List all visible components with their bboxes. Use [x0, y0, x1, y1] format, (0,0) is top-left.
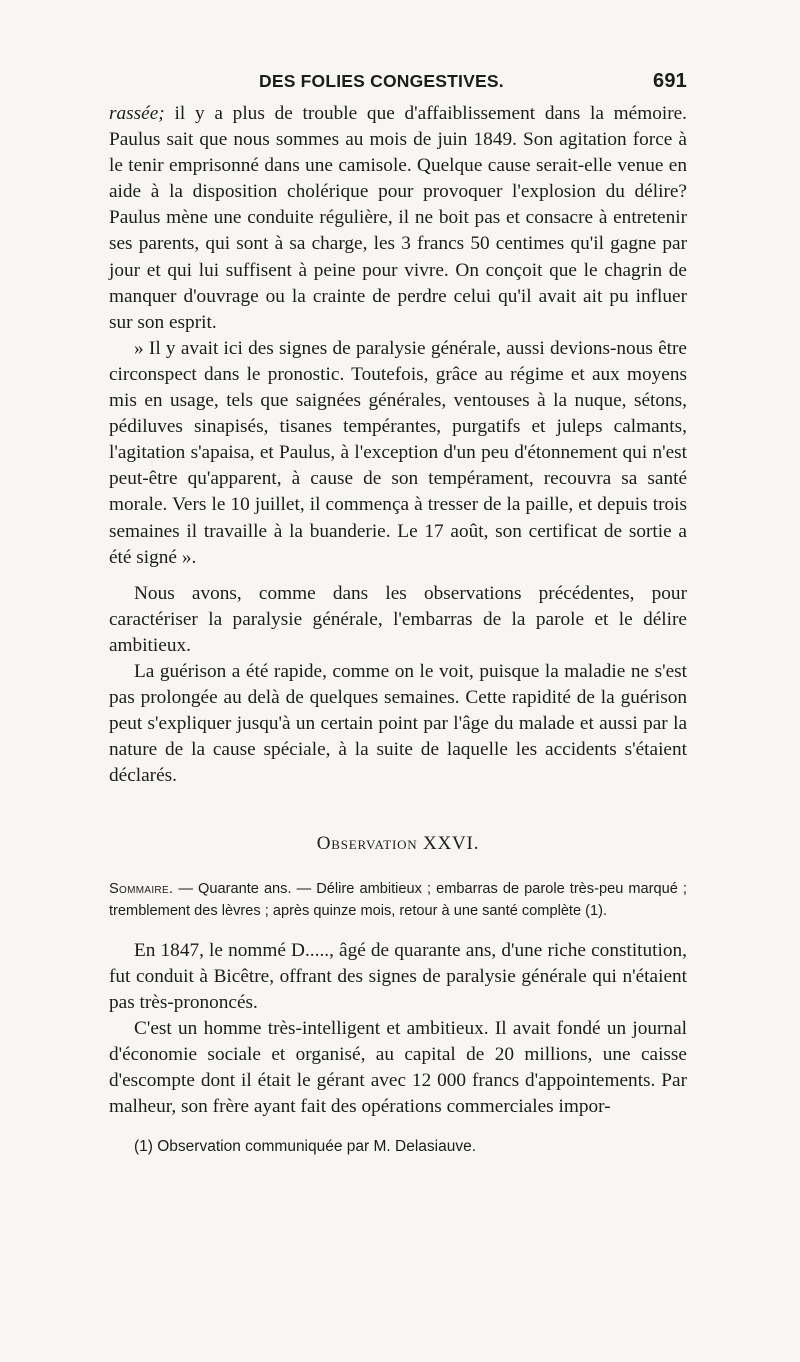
page-number: 691 [653, 70, 687, 92]
summary-label: Sommaire. [109, 880, 174, 897]
paragraph-1-text: il y a plus de trouble que d'affaiblissement dans la mémoire. Paulus sait que nous sommes au mois de juin 1849. Son agitation force à le tenir emprisonné dans une camisole. Quelque cause serait-elle venue en aide à la disposition cholérique pour provoquer l'explosion du délire? Paulus mène une conduite régulière, il ne boit pas et consacre à entretenir ses parents, qui sont à sa charge, les 3 francs 50 centimes qu'il gagne par jour et qui lui suffisent à peine pour vivre. On conçoit que le chagrin de manquer d'ouvrage ou la crainte de perdre celui qu'il avait ait pu influer sur son esprit. [109, 103, 687, 333]
observation-summary [109, 878, 687, 922]
main-text [109, 101, 687, 1160]
paragraph-4: La guérison a été rapide, comme on le voit, puisque la maladie ne s'est pas prolongée au delà de quelques semaines. Cette rapidité de la guérison peut s'expliquer jusqu'à un certain point par l'âge du malade et aussi par la nature de la cause spéciale, à la suite de laquelle les accidents s'étaient déclarés. [109, 660, 687, 787]
paragraph-1 [109, 101, 687, 336]
chapter-title: DES FOLIES CONGESTIVES. [259, 71, 504, 91]
paragraph-1-italic: rassée; [109, 103, 165, 124]
summary-text: — Quarante ans. — Délire ambitieux ; embarras de parole très-peu marqué ; tremblement des lèvres ; après quinze mois, retour à une santé complète (1). [109, 880, 687, 919]
paragraph-6: C'est un homme très-intelligent et ambitieux. Il avait fondé un journal d'économie sociale et organisé, au capital de 20 millions, une caisse d'escompte dont il était le gérant avec 12 000 francs d'appointements. Par malheur, son frère ayant fait des opérations commerciales impor- [109, 1017, 687, 1118]
book-page [109, 70, 687, 1160]
footnote: (1) Observation communiquée par M. Delasiauve. [134, 1138, 477, 1156]
observation-heading: Observation XXVI. [316, 833, 480, 855]
paragraph-3: Nous avons, comme dans les observations précédentes, pour caractériser la paralysie générale, l'embarras de la parole et le délire ambitieux. [109, 582, 687, 656]
paragraph-5: En 1847, le nommé D....., âgé de quarante ans, d'une riche constitution, fut conduit à Bicêtre, offrant des signes de paralysie générale qui n'étaient pas très-prononcés. [109, 939, 687, 1013]
paragraph-2: » Il y avait ici des signes de paralysie générale, aussi devions-nous être circonspect dans le pronostic. Toutefois, grâce au régime et aux moyens mis en usage, tels que saignées générales, ventouses à la nuque, sétons, pédiluves sinapisés, tisanes tempérantes, purgatifs et juleps calmants, l'agitation s'apaisa, et Paulus, à l'exception d'un peu d'étonnement qui n'est peut-être qu'apparent, à cause de son tempérament, recouvra sa santé morale. Vers le 10 juillet, il commença à tresser de la paille, et depuis trois semaines il travaille à la buanderie. Le 17 août, son certificat de sortie a été signé ». [109, 337, 687, 568]
running-header [259, 70, 687, 96]
